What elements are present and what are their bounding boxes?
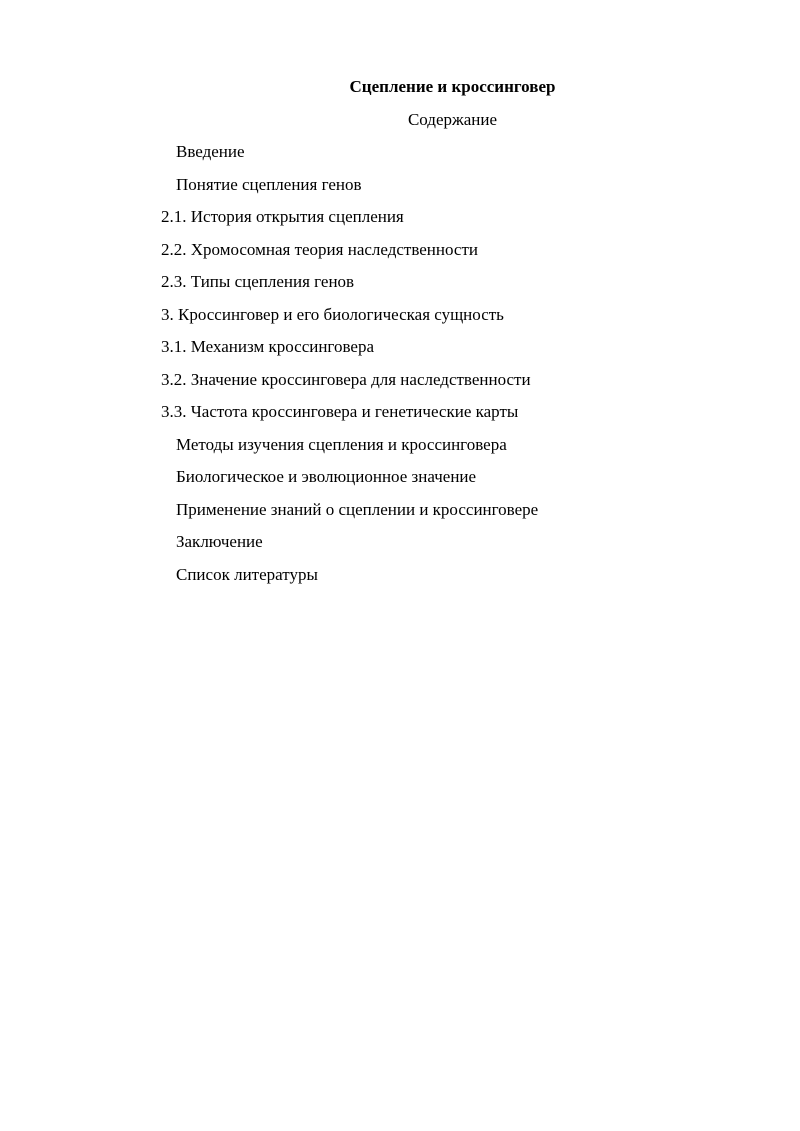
toc-item: 3.2. Значение кроссинговера для наследственности <box>161 369 531 389</box>
toc-item: 3. Кроссинговер и его биологическая сущность <box>161 304 504 324</box>
toc-item: Введение <box>176 142 245 161</box>
toc-item: 3.1. Механизм кроссинговера <box>161 337 374 356</box>
toc-item: 2.2. Хромосомная теория наследственности <box>161 239 478 259</box>
toc-item: Понятие сцепления генов <box>176 174 362 194</box>
contents-heading: Содержание <box>407 110 498 129</box>
table-of-contents <box>0 141 800 596</box>
toc-item: Заключение <box>176 532 263 551</box>
toc-item: 2.3. Типы сцепления генов <box>161 272 355 291</box>
toc-item: Применение знаний о сцеплении и кроссинговере <box>176 499 539 519</box>
toc-item: Методы изучения сцепления и кроссинговера <box>176 434 507 454</box>
toc-item: Список литературы <box>176 564 318 584</box>
document-title: Сцепление и кроссинговер <box>349 77 556 96</box>
toc-item: Биологическое и эволюционное значение <box>176 467 477 486</box>
toc-item: 3.3. Частота кроссинговера и генетические карты <box>161 402 519 421</box>
toc-item: 2.1. История открытия сцепления <box>161 207 404 226</box>
